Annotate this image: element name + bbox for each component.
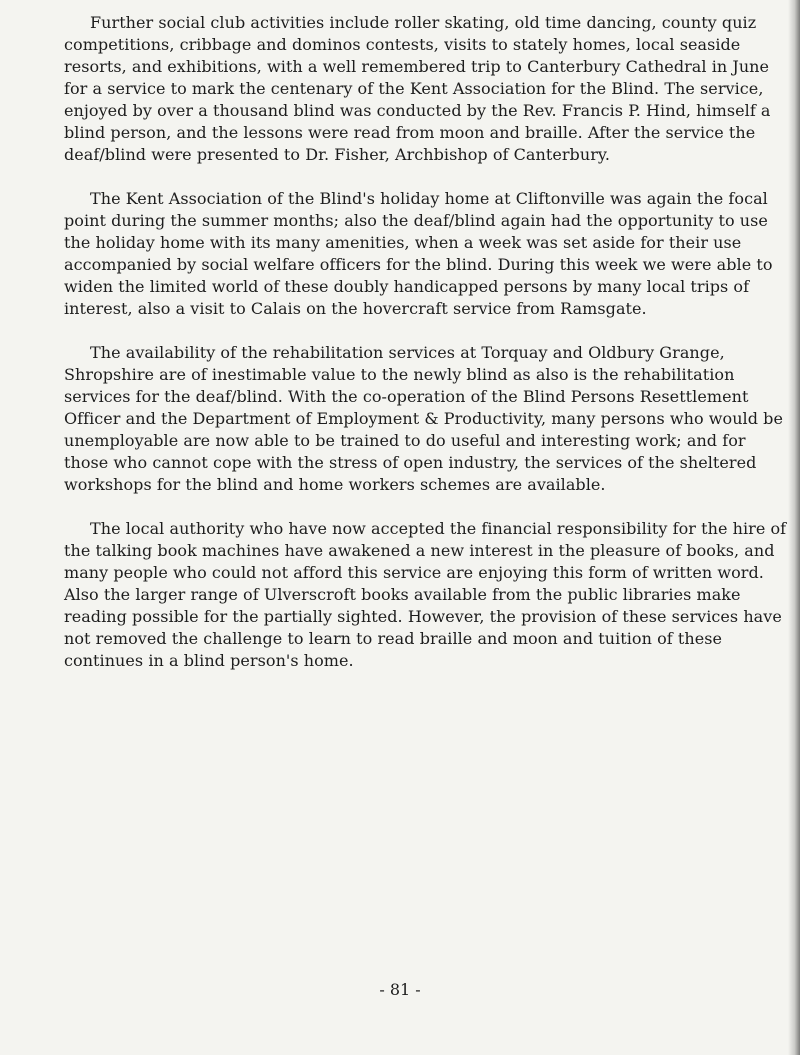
scan-edge-shadow <box>788 0 800 1055</box>
paragraph-talking-books: The local authority who have now accepted the financial responsibility for the hire of the talking book machines have awakened a new interest in the pleasure of books, and many people who could not afford this service are enjoying this form of written word. Also the larger range of Ulverscroft books available from the public libraries make reading possible for the partially sighted. However, the provision of these services have not removed the challenge to learn to read braille and moon and tuition of these continues in a blind person's home. <box>64 519 787 670</box>
paragraph-social-club: Further social club activities include roller skating, old time dancing, county quiz competitions, cribbage and dominos contests, visits to stately homes, local seaside resorts, and exhibitions, with a well remembered trip to Canterbury Cathedral in June for a service to mark the centenary of the Kent Association for the Blind. The service, enjoyed by over a thousand blind was conducted by the Rev. Francis P. Hind, himself a blind person, and the lessons were read from moon and braille. After the service the deaf/blind were presented to Dr. Fisher, Archbishop of Canterbury. <box>64 13 771 164</box>
page-number: - 81 - <box>379 980 421 999</box>
paragraph-holiday-home: The Kent Association of the Blind's holiday home at Cliftonville was again the focal point during the summer months; also the deaf/blind again had the opportunity to use the holiday home with its many amenities, when a week was set aside for their use accompanied by social welfare officers for the blind. During this week we were able to widen the limited world of these doubly handicapped persons by many local trips of interest, also a visit to Calais on the hovercraft service from Ramsgate. <box>64 189 773 318</box>
body-text <box>64 12 794 694</box>
paragraph-rehabilitation: The availability of the rehabilitation services at Torquay and Oldbury Grange, Shropshire are of inestimable value to the newly blind as also is the rehabilitation services for the deaf/blind. With the co-operation of the Blind Persons Resettlement Officer and the Department of Employment & Productivity, many persons who would be unemployable are now able to be trained to do useful and interesting work; and for those who cannot cope with the stress of open industry, the services of the sheltered workshops for the blind and home workers schemes are available. <box>64 343 783 494</box>
